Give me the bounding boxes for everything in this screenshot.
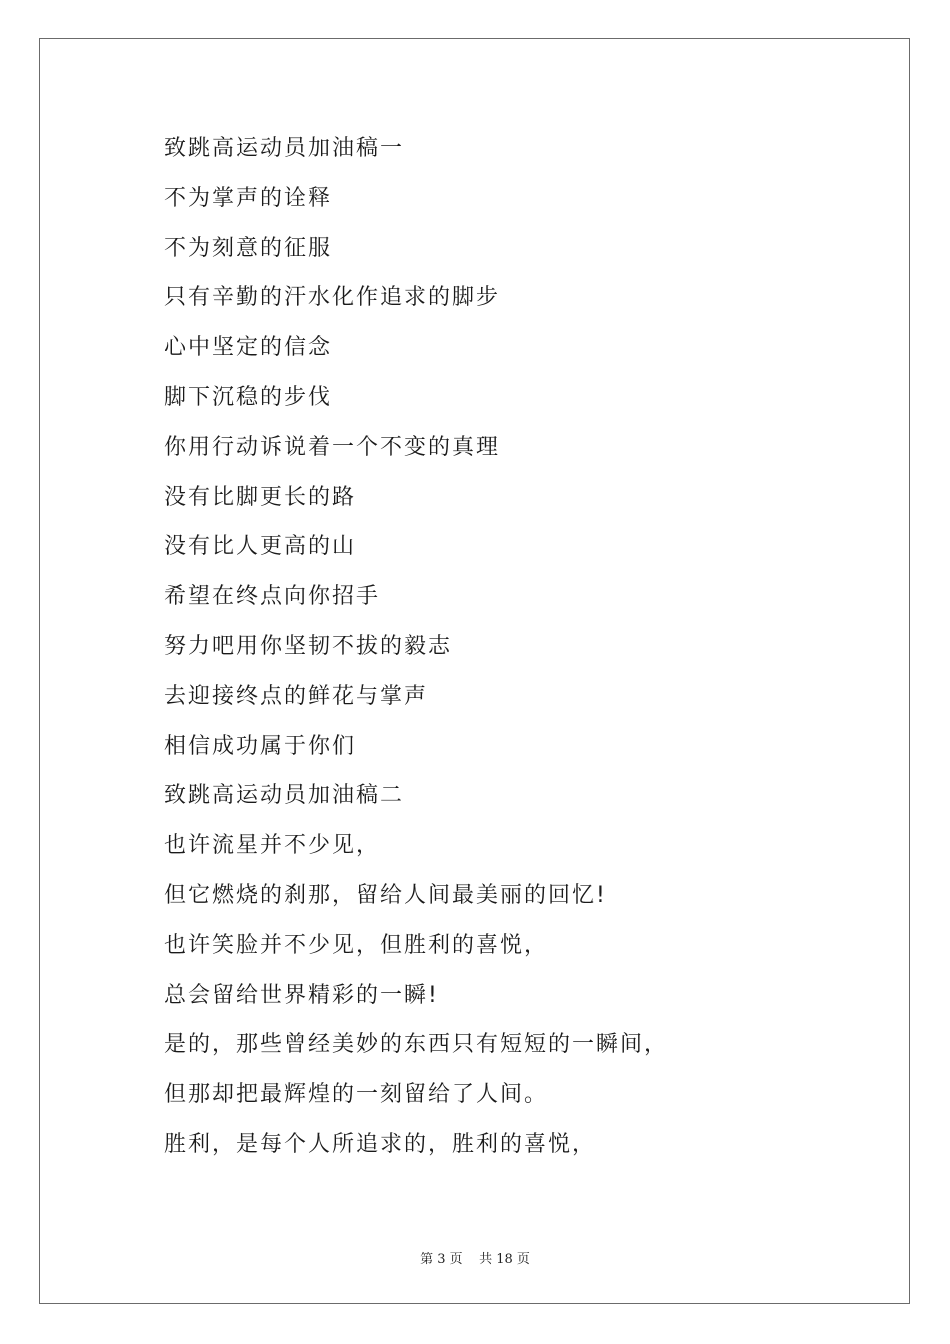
text-line: 也许笑脸并不少见，但胜利的喜悦， — [164, 932, 549, 958]
text-line: 只有辛勤的汗水化作追求的脚步 — [164, 285, 501, 311]
text-line: 也许流星并不少见， — [164, 833, 381, 859]
text-line: 没有比脚更长的路 — [164, 484, 357, 510]
text-line: 胜利，是每个人所追求的，胜利的喜悦， — [164, 1131, 597, 1157]
text-line: 不为刻意的征服 — [164, 235, 333, 261]
text-line: 但它燃烧的刹那，留给人间最美丽的回忆! — [164, 882, 607, 908]
text-line: 希望在终点向你招手 — [164, 584, 381, 610]
text-line: 没有比人更高的山 — [164, 534, 357, 560]
text-line: 脚下沉稳的步伐 — [164, 384, 333, 410]
page-number-footer: 第 3 页 共 18 页 — [420, 1252, 530, 1267]
text-line: 去迎接终点的鲜花与掌声 — [164, 683, 429, 709]
text-line: 但那却把最辉煌的一刻留给了人间。 — [164, 1082, 549, 1108]
text-line: 总会留给世界精彩的一瞬! — [164, 982, 439, 1008]
document-body — [164, 124, 864, 1170]
text-line: 心中坚定的信念 — [164, 335, 333, 361]
text-line: 是的，那些曾经美妙的东西只有短短的一瞬间， — [164, 1032, 669, 1058]
text-line: 致跳高运动员加油稿一 — [164, 136, 405, 161]
text-line: 不为掌声的诠释 — [164, 185, 333, 211]
text-line: 致跳高运动员加油稿二 — [164, 783, 405, 809]
text-line: 相信成功属于你们 — [164, 733, 357, 759]
text-line: 努力吧用你坚韧不拔的毅志 — [164, 633, 453, 659]
text-line: 你用行动诉说着一个不变的真理 — [164, 434, 501, 460]
